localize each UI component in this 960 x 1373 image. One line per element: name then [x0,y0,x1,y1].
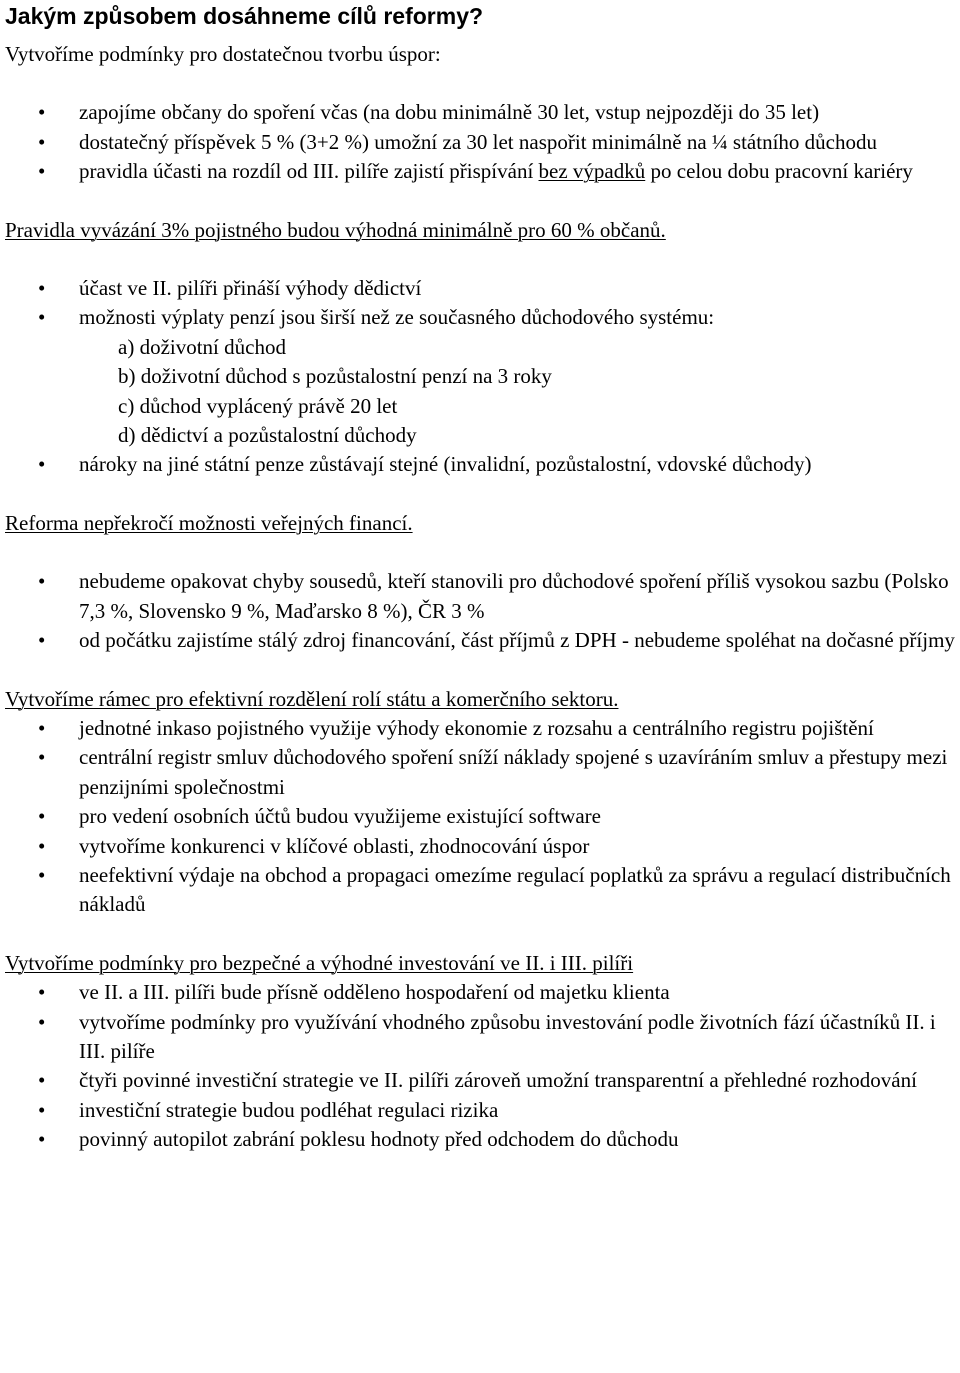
section-heading-roles: Vytvoříme rámec pro efektivní rozdělení rolí státu a komerčního sektoru. [5,686,619,711]
list-item: • od počátku zajistíme stálý zdroj financování, část příjmů z DPH - nebudeme spoléhat na dočasné příjmy [5,626,960,655]
list-item: • možnosti výplaty penzí jsou širší než ze současného důchodového systému: [5,303,960,332]
list-public-finance [5,567,960,655]
list-item: • vytvoříme podmínky pro využívání vhodného způsobu investování podle životních fází účastníků II. i III. pilíře [5,1008,960,1067]
list-item: • nároky na jiné státní penze zůstávají stejné (invalidní, pozůstalostní, vdovské důchody) [5,450,960,479]
section-heading-opt-out: Pravidla vyvázání 3% pojistného budou výhodná minimálně pro 60 % občanů. [5,217,666,242]
list-item: • investiční strategie budou podléhat regulaci rizika [5,1096,960,1125]
list-investing [5,978,960,1154]
list-item: • povinný autopilot zabrání poklesu hodnoty před odchodem do důchodu [5,1125,960,1154]
sub-item: c) důchod vyplácený právě 20 let [118,393,398,418]
list-item: • čtyři povinné investiční strategie ve II. pilíři zároveň umožní transparentní a přehledné rozhodování [5,1066,960,1095]
list-item-text: po celou dobu pracovní kariéry [645,159,913,184]
list-item [5,157,960,186]
underlined-phrase: bez výpadků [538,159,646,184]
list-item: • neefektivní výdaje na obchod a propagaci omezíme regulací poplatků za správu a regulací distribučních nákladů [5,861,960,920]
list-roles [5,714,960,920]
list-item: • vytvoříme konkurenci v klíčové oblasti, zhodnocování úspor [5,832,960,861]
list-opt-out [5,274,960,333]
list-opt-out-continued [5,450,960,479]
list-item: • zapojíme občany do spoření včas (na dobu minimálně 30 let, vstup nejpozději do 35 let) [5,98,960,127]
list-item: • pro vedení osobních účtů budou využijeme existující software [5,802,960,831]
list-item: • ve II. a III. pilíři bude přísně odděleno hospodaření od majetku klienta [5,978,960,1007]
list-item: • centrální registr smluv důchodového spoření sníží náklady spojené s uzavíráním smluv a přestupy mezi penzijními společnostmi [5,743,960,802]
list-item: • účast ve II. pilíři přináší výhody dědictví [5,274,960,303]
section-heading-investing: Vytvoříme podmínky pro bezpečné a výhodné investování ve II. i III. pilíři [5,950,634,975]
sub-item: b) doživotní důchod s pozůstalostní penzí na 3 roky [118,364,552,389]
list-item: • jednotné inkaso pojistného využije výhody ekonomie z rozsahu a centrálního registru pojištění [5,714,960,743]
sub-item: d) dědictví a pozůstalostní důchody [118,423,417,448]
section-heading-savings: Vytvoříme podmínky pro dostatečnou tvorbu úspor: [5,42,441,66]
list-item-text: pravidla účasti na rozdíl od III. pilíře zajistí přispívání [79,159,539,184]
list-savings [5,98,960,186]
sub-item: a) doživotní důchod [118,334,286,359]
page-title: Jakým způsobem dosáhneme cílů reformy? [5,3,484,29]
list-item: • nebudeme opakovat chyby sousedů, kteří stanovili pro důchodové spoření příliš vysokou sazbu (Polsko 7,3 %, Slovensko 9 %, Maďarsko 8 %), ČR 3 % [5,567,960,626]
section-heading-public-finance: Reforma nepřekročí možnosti veřejných financí. [5,510,413,535]
list-item: • dostatečný příspěvek 5 % (3+2 %) umožní za 30 let naspořit minimálně na ¼ státního důchodu [5,128,960,157]
